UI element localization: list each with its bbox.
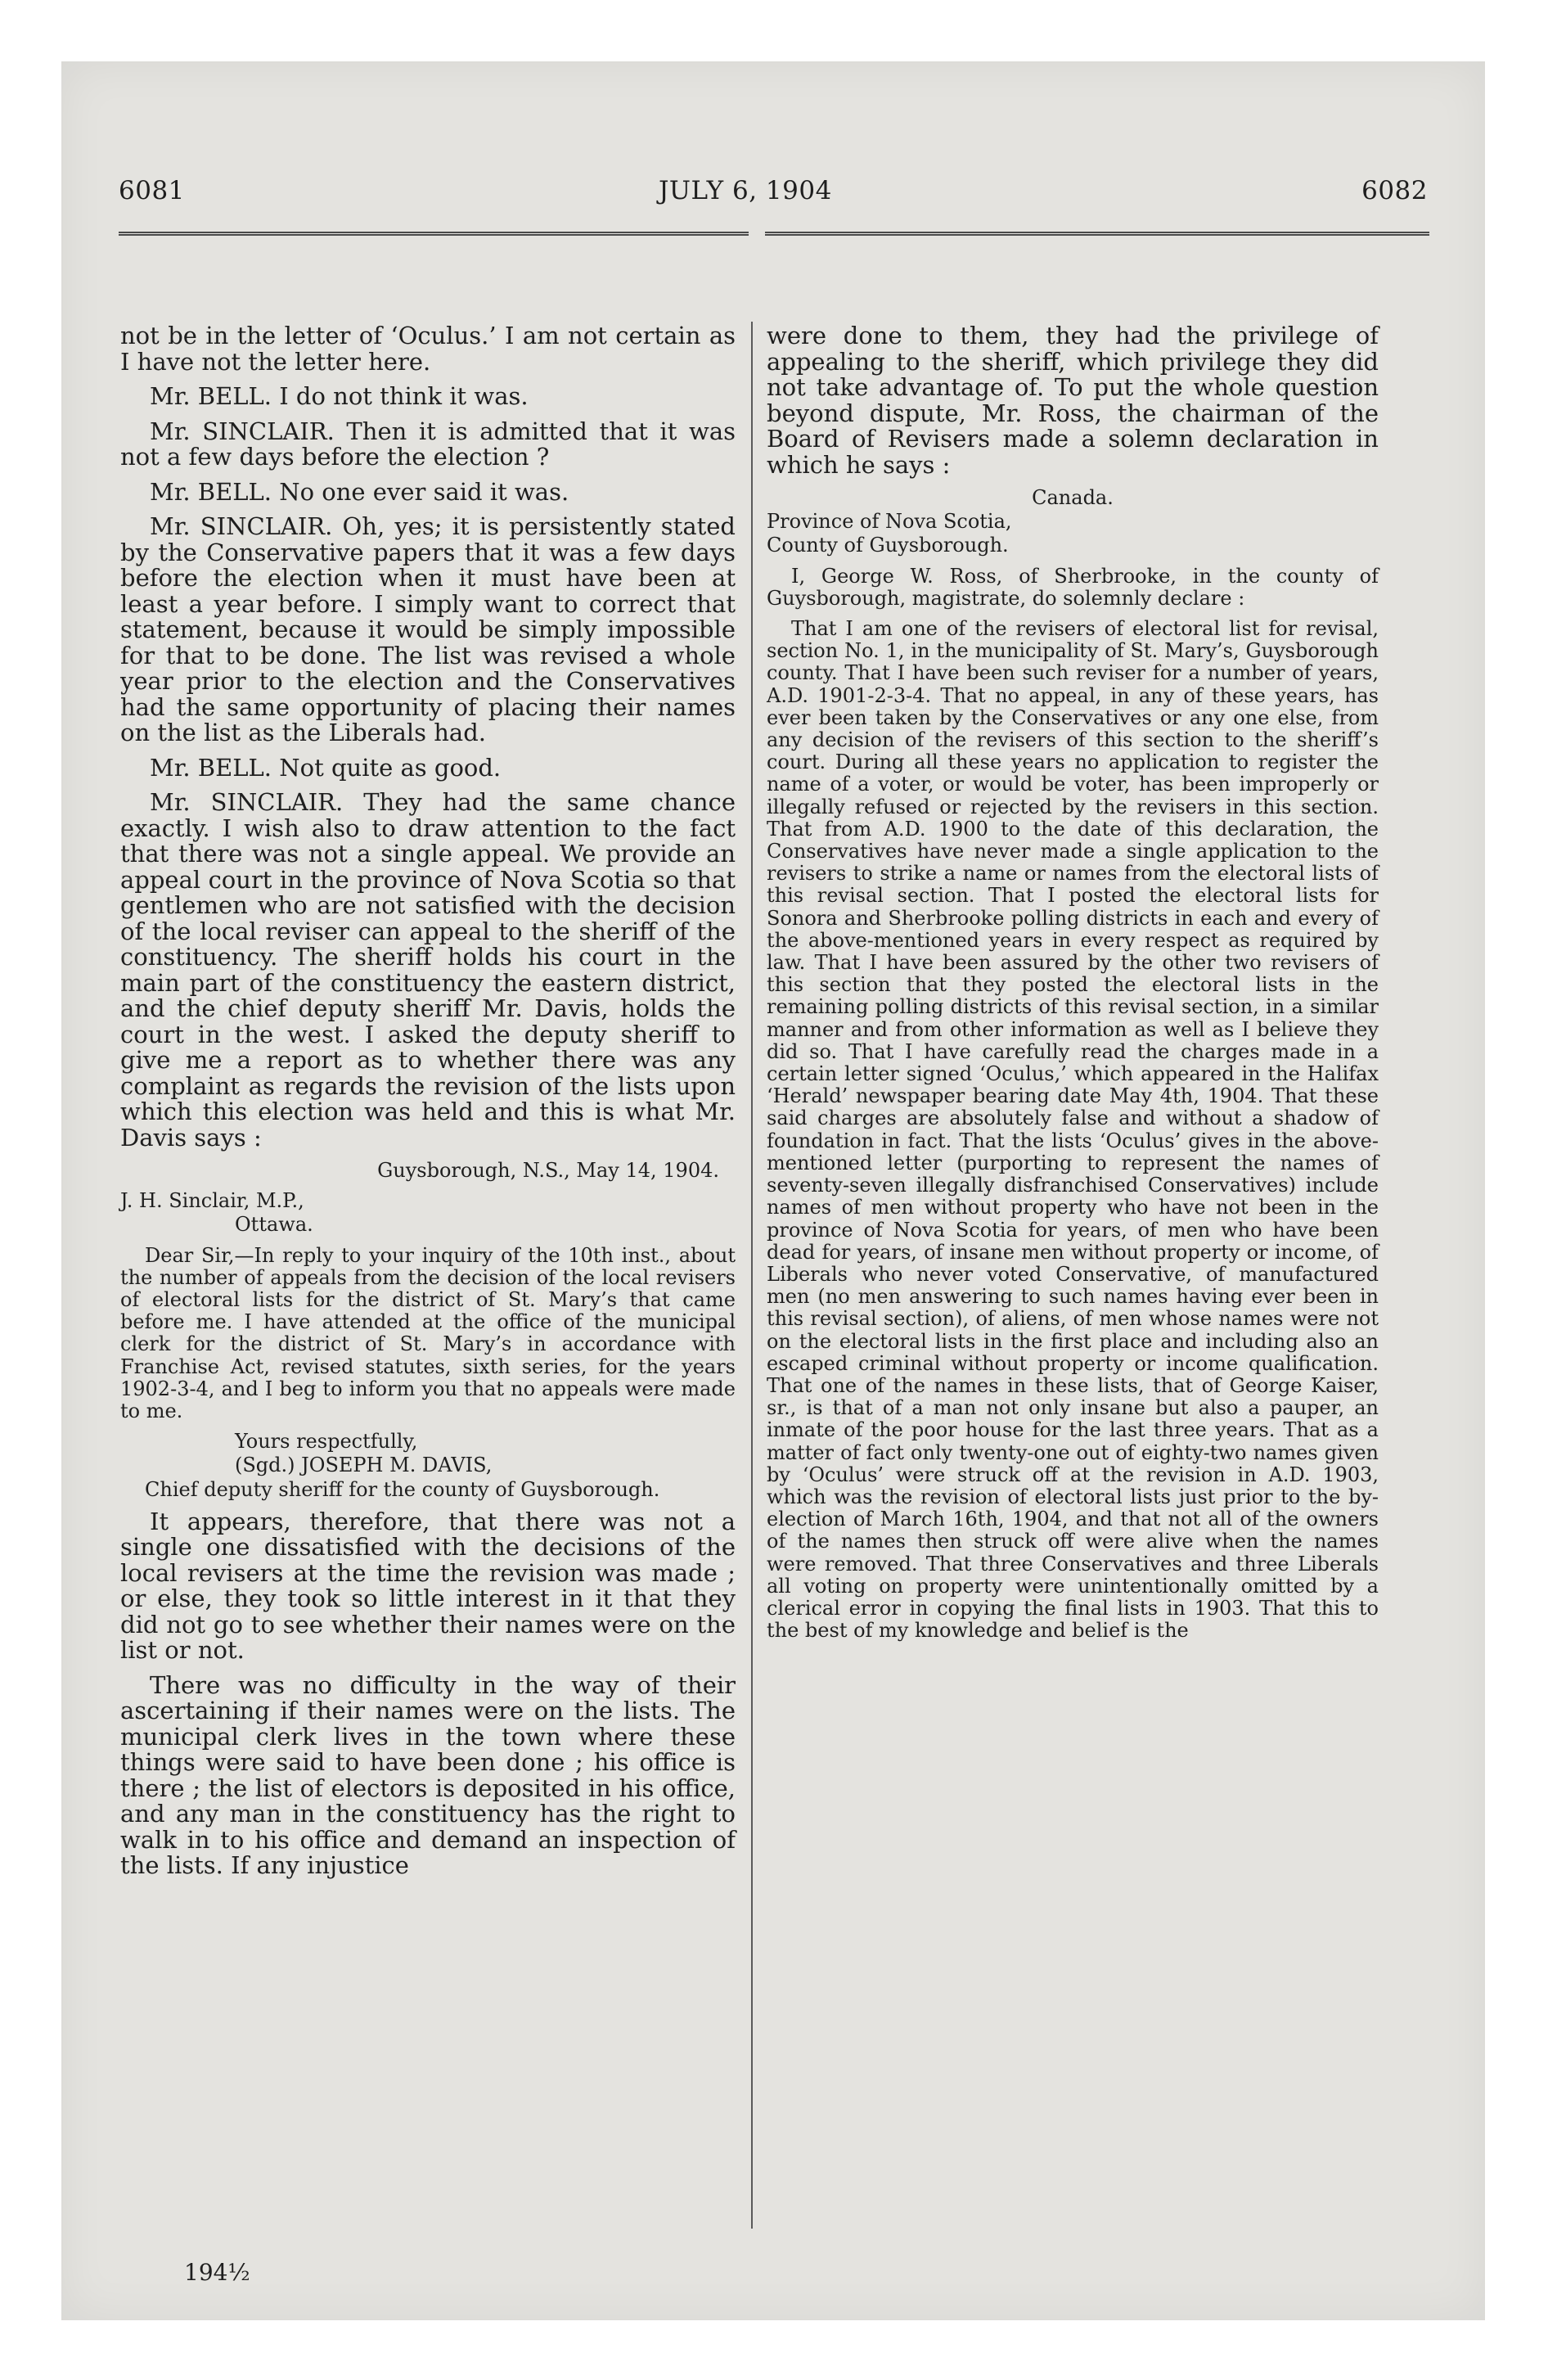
signature-mark: 194½ (184, 2259, 250, 2286)
header-rule-left (119, 232, 749, 236)
newspaper-page (61, 61, 1485, 2320)
paragraph: It appears, therefore, that there was not a single one dissatisfied with the decisions of the local revisers at the time the revision was made ; or else, they took so little interest in it that they did not go to see whether their names were on the list or not. (120, 1507, 736, 1665)
right-column (767, 323, 1379, 1650)
letter-signature: (Sgd.) JOSEPH M. DAVIS, (235, 1454, 493, 1477)
declaration-county: County of Guysborough. (767, 534, 1009, 557)
left-column (120, 323, 736, 1888)
paragraph: not be in the letter of ‘Oculus.’ I am not certain as I have not the letter here. (120, 322, 736, 376)
paragraph: were done to them, they had the privilege of appealing to the sheriff, which privilege they did not take advantage of. To put the whole question beyond dispute, Mr. Ross, the chairman of the Board of Revisers made a solemn declaration in which he says : (767, 322, 1379, 479)
letter-body: Dear Sir,—In reply to your inquiry of the 10th inst., about the number of appeals from the decision of the local revisers of electoral lists for the district of St. Mary’s that came before me. I have attended at the office of the municipal clerk for the district of St. Mary’s in accordance with Franchise Act, revised statutes, sixth series, for the years 1902-3-4, and I beg to inform you that no appeals were made to me. (120, 1243, 736, 1423)
letter-closing: Yours respectfully, (235, 1430, 418, 1454)
paragraph: There was no difficulty in the way of their ascertaining if their names were on the lists. The municipal clerk lives in the town where these things were said to have been done ; his office is there ; the list of electors is deposited in his office, and any man in the constituency has the right to walk in to his office and demand an inspection of the lists. If any injustice (120, 1670, 736, 1880)
letter-place-date: Guysborough, N.S., May 14, 1904. (377, 1159, 719, 1182)
letter-addressee: J. H. Sinclair, M.P., (120, 1189, 304, 1213)
declaration-intro: I, George W. Ross, of Sherbrooke, in the county of Guysborough, magistrate, do solemnly declare : (767, 564, 1379, 610)
declaration-country: Canada. (1032, 486, 1114, 509)
page-number-right: 6082 (1361, 176, 1428, 205)
paragraph: Mr. SINCLAIR. They had the same chance exactly. I wish also to draw attention to the fact that there was not a single appeal. We provide an appeal court in the province of Nova Scotia so that gentlemen who are not satisfied with the decision of the local reviser can appeal to the sheriff of the constituency. The sheriff holds his court in the main part of the constituency the eastern district, and the chief deputy sheriff Mr. Davis, holds the court in the west. I asked the deputy sheriff to give me a report as to whether there was any complaint as regards the revision of the lists upon which this election was held and this is what Mr. Davis says : (120, 788, 736, 1152)
paragraph: Mr. BELL. No one ever said it was. (150, 477, 569, 506)
paragraph: Mr. SINCLAIR. Oh, yes; it is persistently stated by the Conservative papers that it was a few days before the election when it must have been at least a year before. I simply want to correct that statement, because it would be simply impossible for that to be done. The list was revised a whole year prior to the election and the Conservatives had the same opportunity of placing their names on the list as the Liberals had. (120, 512, 736, 746)
declaration-body: That I am one of the revisers of electoral list for revisal, section No. 1, in the municipality of St. Mary’s, Guysborough county. That I have been such reviser for a number of years, A.D. 1901-2-3-4. That no appeal, in any of these years, has ever been taken by the Conservatives or any one else, from any decision of the revisers of this section to the sheriff’s court. During all these years no application to register the name of a voter, or would be voter, has been improperly or illegally refused or rejected by the revisers in this section. That from A.D. 1900 to the date of this declaration, the Conservatives have never made a single application to the revisers to strike a name or names from the electoral lists of this revisal section. That I posted the electoral lists for Sonora and Sherbrooke polling districts in each and every of the above-mentioned years in every respect as required by law. That I have been assured by the other two revisers of this section that they posted the electoral lists in the remaining polling districts of this revisal section, in a similar manner and from other information as well as I believe they did so. That I have carefully read the charges made in a certain letter signed ‘Oculus,’ which appeared in the Halifax ‘Herald’ newspaper bearing date May 4th, 1904. That these said charges are absolutely false and without a shadow of foundation in fact. That the lists ‘Oculus’ gives in the above-mentioned letter (purporting to represent the names of seventy-seven illegally disfranchised Conservatives) include names of men without property who have not been in the province of Nova Scotia for years, of men who have been dead for years, of insane men without property or income, of Liberals who never voted Conservative, of manufactured men (no men answering to such names having ever been in this revisal section), of aliens, of men whose names were not on the electoral lists in the first place and including also an escaped criminal without property or income qualification. That one of the names in these lists, that of George Kaiser, sr., is that of a man not only insane but also a pauper, an inmate of the poor house for the last three years. That as a matter of fact only twenty-one out of eighty-two names given by ‘Oculus’ were struck off at the revision in A.D. 1903, which was the revision of electoral lists just prior to the by-election of March 16th, 1904, and that not all of the owners of the names then struck off were alive when the names were removed. That three Conservatives and three Liberals all voting on property were unintentionally omitted by a clerical error in copying the final lists in 1903. That this to the best of my knowledge and belief is the (767, 617, 1379, 1643)
paragraph: Mr. BELL. Not quite as good. (150, 753, 502, 782)
paragraph: Mr. SINCLAIR. Then it is admitted that it was not a few days before the election ? (120, 417, 736, 471)
declaration-province: Province of Nova Scotia, (767, 510, 1012, 534)
header-rule-right (765, 232, 1429, 236)
page-number-left: 6081 (119, 176, 185, 205)
letter-signatory-title: Chief deputy sheriff for the county of Guysborough. (145, 1477, 660, 1501)
page-date: JULY 6, 1904 (659, 176, 832, 205)
column-divider (751, 322, 753, 2229)
paragraph: Mr. BELL. I do not think it was. (150, 382, 529, 410)
letter-city: Ottawa. (235, 1213, 313, 1237)
